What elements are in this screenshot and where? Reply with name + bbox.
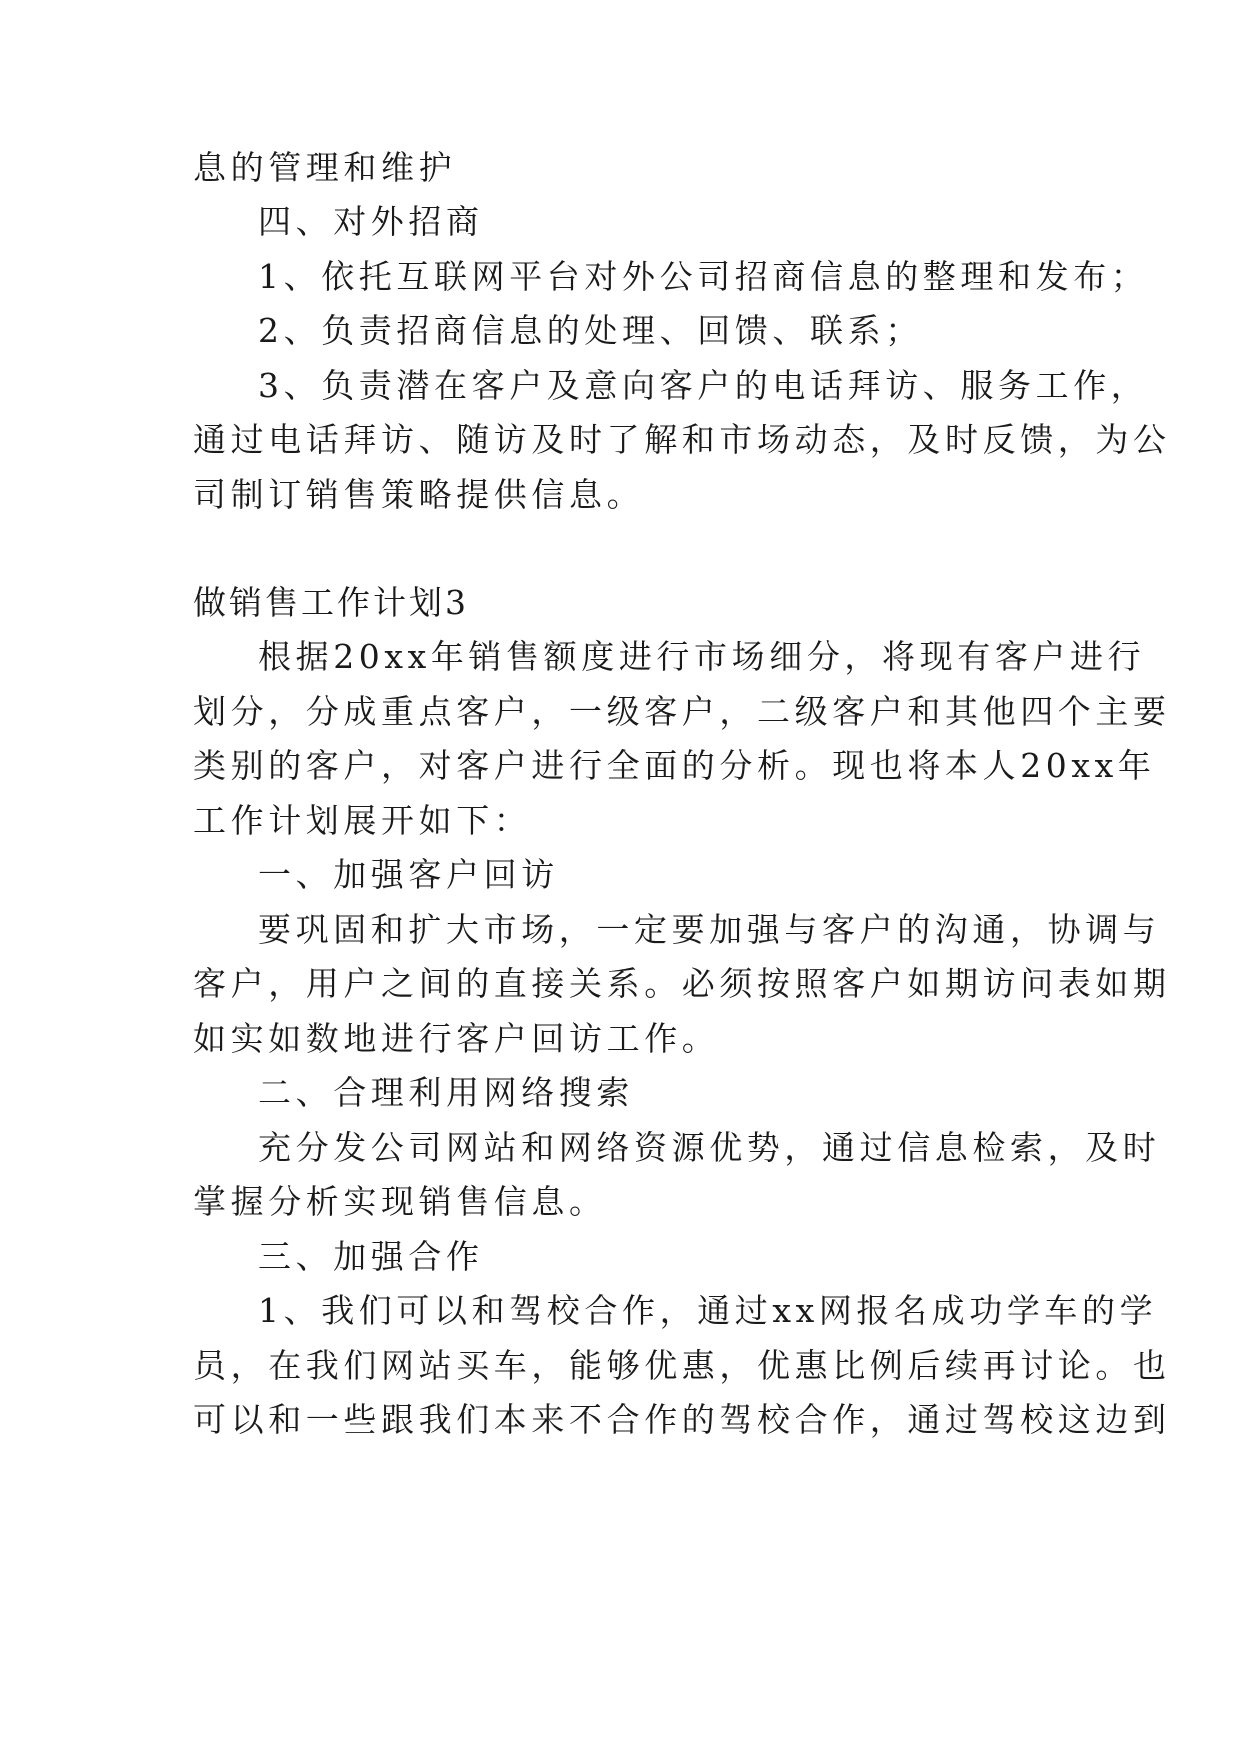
paragraph-line: 根据20xx年销售额度进行市场细分，将现有客户进行: [258, 637, 1146, 676]
section-heading-cooperation: 三、加强合作: [258, 1237, 484, 1276]
paragraph-line: 客户，用户之间的直接关系。必须按照客户如期访问表如期: [193, 964, 1171, 1003]
paragraph-line: 要巩固和扩大市场，一定要加强与客户的沟通，协调与: [258, 910, 1161, 949]
paragraph-line: 如实如数地进行客户回访工作。: [193, 1019, 720, 1058]
paragraph-line: 充分发公司网站和网络资源优势，通过信息检索，及时: [258, 1128, 1161, 1167]
paragraph-line: 类别的客户，对客户进行全面的分析。现也将本人20xx年: [193, 746, 1156, 785]
section-heading-customer-visits: 一、加强客户回访: [258, 855, 559, 894]
paragraph-line: 划分，分成重点客户，一级客户，二级客户和其他四个主要: [193, 692, 1171, 731]
section-heading-network-search: 二、合理利用网络搜索: [258, 1073, 634, 1112]
list-item: 1、我们可以和驾校合作，通过xx网报名成功学车的学: [258, 1291, 1158, 1330]
paragraph-line: 通过电话拜访、随访及时了解和市场动态，及时反馈，为公: [193, 420, 1171, 459]
list-item: 3、负责潜在客户及意向客户的电话拜访、服务工作，: [258, 366, 1149, 405]
paragraph-line: 工作计划展开如下：: [193, 801, 532, 840]
paragraph-line: 司制订销售策略提供信息。: [193, 475, 645, 514]
paragraph-line: 可以和一些跟我们本来不合作的驾校合作，通过驾校这边到: [193, 1400, 1171, 1439]
list-item: 2、负责招商信息的处理、回馈、联系；: [258, 311, 923, 350]
paragraph-continuation: 息的管理和维护: [193, 148, 457, 187]
paragraph-line: 员，在我们网站买车，能够优惠，优惠比例后续再讨论。也: [193, 1346, 1171, 1385]
list-item: 1、依托互联网平台对外公司招商信息的整理和发布；: [258, 257, 1149, 296]
paragraph-line: 掌握分析实现销售信息。: [193, 1182, 607, 1221]
document-heading: 做销售工作计划3: [193, 583, 469, 622]
section-heading-attract-investment: 四、对外招商: [258, 202, 484, 241]
